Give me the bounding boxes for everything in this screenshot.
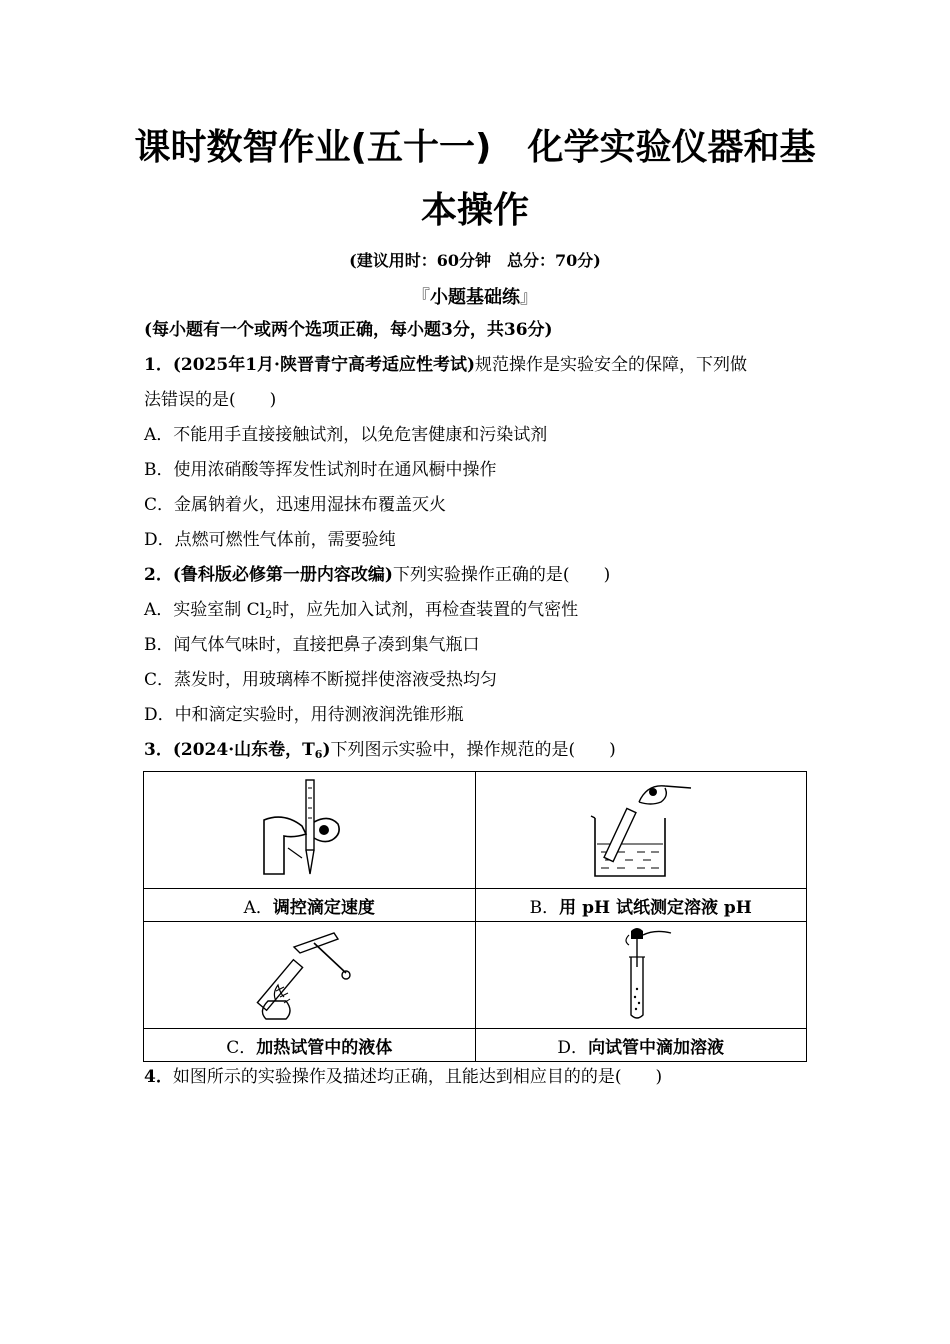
question-text: 下列实验操作正确的是( ) (392, 565, 611, 585)
subscript: 2 (265, 608, 273, 621)
time-score-info: (建议用时：60分钟 总分：70分) (349, 251, 601, 270)
figure-b-cell (475, 772, 807, 889)
figure-c-cell (144, 922, 476, 1029)
burette-hand-figure (254, 778, 364, 882)
figure-a-cell (144, 772, 476, 889)
page-title-continued: 本操作 (420, 190, 529, 231)
question-1-stem (144, 354, 814, 376)
caption-d: D．向试管中滴加溶液 (475, 1029, 807, 1062)
section-label: 小题基础练 (430, 287, 520, 308)
question-source: (2024·山东卷，$T_6$) (172, 740, 331, 761)
question-text: 下列图示实验中，操作规范的是( ) (330, 740, 616, 760)
question-number: 2． (144, 565, 173, 585)
question-4-stem (144, 1066, 814, 1088)
q2-option-b: B．闻气体气味时，直接把鼻子凑到集气瓶口 (144, 635, 480, 655)
q1-option-c: C．金属钠着火，迅速用湿抹布覆盖灭火 (144, 495, 447, 515)
question-number: 1． (144, 355, 173, 375)
q1-option-d: D．点燃可燃性气体前，需要验纯 (144, 530, 396, 550)
caption-a: A．调控滴定速度 (144, 889, 476, 922)
beaker-ph-test-figure (581, 778, 701, 882)
question-number: 4． (144, 1067, 173, 1087)
q2-option-d: D．中和滴定实验时，用待测液润洗锥形瓶 (144, 705, 464, 725)
section-bracket-close: 』 (520, 287, 538, 308)
q1-option-a: A．不能用手直接接触试剂，以免危害健康和污染试剂 (144, 425, 548, 445)
q2-option-c: C．蒸发时，用玻璃棒不断搅拌使溶液受热均匀 (144, 670, 498, 690)
q2-option-a: A．实验室制 $Cl_2$时，应先加入试剂，再检查装置的气密性 (144, 600, 579, 621)
caption-c: C．加热试管中的液体 (144, 1029, 476, 1062)
section-bracket-open: 『 (412, 287, 430, 308)
section-heading (100, 283, 850, 309)
question-text: 规范操作是实验安全的保障，下列做 (475, 355, 747, 375)
question-3-stem (144, 739, 814, 766)
question-source: (2025年1月·陕晋青宁高考适应性考试) (172, 355, 475, 375)
question-1-stem-continued: 法错误的是( ) (144, 390, 277, 410)
question-number: 3． (144, 740, 173, 760)
question-source: (鲁科版必修第一册内容改编) (172, 565, 393, 585)
figure-d-cell (475, 922, 807, 1029)
heating-test-tube-figure (254, 927, 364, 1023)
instructions: (每小题有一个或两个选项正确，每小题3分，共36分) (144, 320, 553, 340)
question-2-stem (144, 564, 814, 586)
experiment-figure-table (143, 771, 807, 1062)
dropper-test-tube-figure (601, 927, 681, 1023)
q1-option-b: B．使用浓硝酸等挥发性试剂时在通风橱中操作 (144, 460, 497, 480)
page-title: 课时数智作业(五十一) 化学实验仪器和基 (134, 127, 816, 168)
caption-b: B．用 pH 试纸测定溶液 pH (475, 889, 807, 922)
question-text: 如图所示的实验操作及描述均正确，且能达到相应目的的是( ) (172, 1067, 663, 1087)
